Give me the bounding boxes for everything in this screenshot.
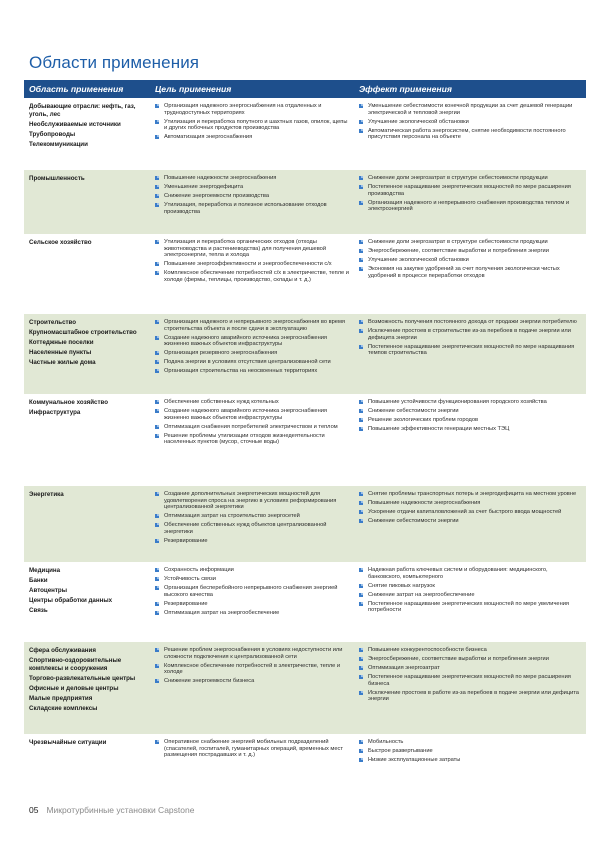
bullet-icon <box>359 749 363 753</box>
goal-text: Утилизация, переработка и полезное использование отходов производства <box>164 201 327 215</box>
area-label: Офисные и деловые центры <box>29 685 119 692</box>
goal-item <box>155 319 350 332</box>
effect-item <box>359 239 579 246</box>
bullet-icon <box>359 510 363 514</box>
area-cell <box>29 647 147 715</box>
effect-item <box>359 491 579 498</box>
table-row <box>24 98 586 170</box>
goal-item <box>155 585 350 598</box>
effect-text: Надежная работа ключевых систем и оборудования: медицинского, банковского, компьютерного <box>368 567 548 580</box>
goal-cell <box>155 319 350 377</box>
area-label: Центры обработки данных <box>29 597 113 604</box>
goal-text: Оптимизация затрат на строительство энергосетей <box>164 513 300 520</box>
bullet-icon <box>155 351 159 355</box>
goal-item <box>155 538 350 545</box>
goal-text: Сохранность информации <box>164 567 234 573</box>
page-title: Области применения <box>29 53 200 72</box>
bullet-icon <box>155 409 159 413</box>
goal-item <box>155 522 350 535</box>
goal-item <box>155 175 350 182</box>
effect-item <box>359 200 579 213</box>
effect-item <box>359 399 579 406</box>
table-row <box>24 170 586 234</box>
bullet-icon <box>155 336 159 340</box>
goal-item <box>155 270 350 283</box>
effect-item <box>359 601 579 614</box>
bullet-icon <box>359 501 363 505</box>
effect-item <box>359 266 579 279</box>
footer-text: Микротурбинные установки Capstone <box>46 805 195 815</box>
effect-text: Ускорение отдачи капиталовложений за счет быстрого ввода мощностей <box>368 508 562 515</box>
goal-item <box>155 408 350 421</box>
area-cell <box>29 399 147 419</box>
goal-item <box>155 647 350 660</box>
goal-cell <box>155 647 350 687</box>
bullet-icon <box>359 675 363 679</box>
bullet-icon <box>155 568 159 572</box>
goal-text: Комплексное обеспечение потребностей в электричестве, тепле и холоде <box>164 662 341 676</box>
bullet-icon <box>155 492 159 496</box>
effect-text: Оптимизация энергозатрат <box>368 664 440 671</box>
effect-item <box>359 567 579 580</box>
goal-text: Уменьшение энергодефицита <box>164 183 244 190</box>
area-label: Необслуживаемые источники <box>29 121 121 128</box>
goal-cell <box>155 399 350 448</box>
effect-text: Уменьшение себестоимости конечной продукции за счет дешевой генерации электрической и тепловой энергии <box>368 103 573 116</box>
effect-text: Возможность получения постоянного дохода от продажи энергии потребителю <box>368 319 577 325</box>
effect-text: Исключение простоев в строительстве из-за перебоев в подаче энергии или дефицита энергии <box>368 327 571 341</box>
goal-item <box>155 193 350 200</box>
effect-item <box>359 344 579 357</box>
table-row <box>24 562 586 642</box>
bullet-icon <box>155 539 159 543</box>
bullet-icon <box>359 104 363 108</box>
effect-item <box>359 119 579 126</box>
goal-text: Комплексное обеспечение потребностей с/х в электричестве, тепле и холоде (фермы, теплицы, производство, склады и т. д.) <box>164 270 349 283</box>
goal-item <box>155 350 350 357</box>
area-cell <box>29 175 147 185</box>
effect-text: Повышение конкурентоспособности бизнеса <box>368 647 487 653</box>
effect-cell <box>359 399 579 435</box>
effect-text: Организация надежного и непрерывного снабжения производства теплом и электроэнергией <box>368 199 570 213</box>
goal-item <box>155 184 350 191</box>
bullet-icon <box>359 691 363 695</box>
bullet-icon <box>155 514 159 518</box>
area-label: Сельское хозяйство <box>29 239 92 246</box>
effect-text: Снижение доли энергозатрат в структуре себестоимости продукции <box>368 239 548 245</box>
bullet-icon <box>155 135 159 139</box>
goal-item <box>155 663 350 676</box>
bullet-icon <box>155 369 159 373</box>
bullet-icon <box>359 129 363 133</box>
goal-text: Резервирование <box>164 537 208 544</box>
area-label: Складские комплексы <box>29 705 98 712</box>
area-label: Торгово-развлекательные центры <box>29 675 136 682</box>
effect-text: Снижение себестоимости энергии <box>368 407 459 414</box>
effect-item <box>359 674 579 687</box>
goal-cell <box>155 175 350 218</box>
goal-item <box>155 491 350 511</box>
effect-item <box>359 739 579 746</box>
bullet-icon <box>155 320 159 324</box>
effect-item <box>359 583 579 590</box>
header-goal: Цель применения <box>155 84 232 94</box>
bullet-icon <box>359 240 363 244</box>
goal-cell <box>155 491 350 547</box>
area-label: Связь <box>29 607 48 614</box>
area-label: Автоцентры <box>29 587 67 594</box>
goal-text: Повышение надежности энергоснабжения <box>164 175 277 181</box>
effect-item <box>359 757 579 764</box>
effect-text: Улучшение экологической обстановки <box>368 118 469 125</box>
goal-item <box>155 119 350 132</box>
goal-text: Создание надежного аварийного источника энергоснабжения жизненно важных объектов инфраструктуры <box>164 334 327 348</box>
effect-item <box>359 408 579 415</box>
area-cell <box>29 739 147 749</box>
effect-item <box>359 426 579 433</box>
effect-text: Постепенное наращивание энергетических мощностей по мере расширения бизнеса <box>368 673 571 687</box>
effect-text: Постепенное наращивание энергетических мощностей по мере наращивания темпов строительства <box>368 343 575 357</box>
area-label: Крупномасштабное строительство <box>29 329 137 336</box>
bullet-icon <box>155 602 159 606</box>
area-cell <box>29 103 147 151</box>
bullet-icon <box>155 104 159 108</box>
goal-text: Автоматизация энергоснабжения <box>164 134 253 141</box>
bullet-icon <box>155 176 159 180</box>
bullet-icon <box>359 176 363 180</box>
effect-text: Низкие эксплуатационные затраты <box>368 756 461 763</box>
effect-item <box>359 103 579 116</box>
effect-item <box>359 319 579 326</box>
effect-item <box>359 509 579 516</box>
goal-item <box>155 424 350 431</box>
effect-text: Решение экологических проблем городов <box>368 416 479 423</box>
goal-item <box>155 399 350 406</box>
area-label: Энергетика <box>29 491 64 498</box>
effect-text: Повышение эффективности генерации местных ТЭЦ <box>368 425 510 432</box>
bullet-icon <box>155 586 159 590</box>
bullet-icon <box>359 267 363 271</box>
effect-item <box>359 257 579 264</box>
goal-item <box>155 576 350 583</box>
area-cell <box>29 491 147 501</box>
bullet-icon <box>359 329 363 333</box>
goal-item <box>155 368 350 375</box>
effect-item <box>359 690 579 703</box>
goal-text: Организация резервного энергоснабжения <box>164 350 278 357</box>
bullet-icon <box>155 400 159 404</box>
effect-text: Мобильность <box>368 739 404 745</box>
goal-text: Оптимизация затрат на энергообеспечение <box>164 609 280 616</box>
effect-item <box>359 665 579 672</box>
header-area: Область применения <box>29 84 124 94</box>
goal-text: Оптимизация снабжения потребителей электричеством и теплом <box>164 423 338 430</box>
area-label: Коммунальное хозяйство <box>29 399 109 406</box>
goal-item <box>155 134 350 141</box>
effect-text: Повышение устойчивости функционирования городского хозяйства <box>368 399 547 405</box>
area-label: Населенные пункты <box>29 349 92 356</box>
goal-text: Утилизация и переработка попутного и шахтных газов, опилок, щепы и других побочных продуктов производства <box>164 118 348 132</box>
effect-item <box>359 184 579 197</box>
goal-text: Организация надежного энергоснабжения на отдаленных и труднодоступных территориях <box>164 103 322 116</box>
bullet-icon <box>155 194 159 198</box>
area-label: Трубопроводы <box>29 131 76 138</box>
bullet-icon <box>155 664 159 668</box>
bullet-icon <box>359 258 363 262</box>
goal-item <box>155 678 350 685</box>
table-row <box>24 486 586 562</box>
bullet-icon <box>359 120 363 124</box>
effect-item <box>359 248 579 255</box>
goal-text: Обеспечение собственных нужд котельных <box>164 399 279 405</box>
area-cell <box>29 567 147 617</box>
bullet-icon <box>155 185 159 189</box>
bullet-icon <box>359 320 363 324</box>
bullet-icon <box>155 240 159 244</box>
goal-text: Организация надежного и непрерывного энергоснабжения во время строительства объекта и после сдачи в эксплуатацию <box>164 319 345 332</box>
effect-cell <box>359 239 579 282</box>
bullet-icon <box>359 657 363 661</box>
bullet-icon <box>155 577 159 581</box>
effect-text: Автоматическая работа энергосистем, снятие необходимости постоянного присутствия персонала на объекте <box>368 127 566 141</box>
effect-text: Экономия на закупке удобрений за счет получения экологически чистых удобрений в процессе переработки отходов <box>368 265 560 279</box>
effect-text: Повышение надежности энергоснабжения <box>368 499 481 506</box>
goal-cell <box>155 239 350 286</box>
bullet-icon <box>359 758 363 762</box>
bullet-icon <box>359 201 363 205</box>
bullet-icon <box>359 185 363 189</box>
effect-text: Исключение простоев в работе из-за перебоев в подаче энергии или дефицита энергии <box>368 689 579 703</box>
goal-item <box>155 359 350 366</box>
bullet-icon <box>359 249 363 253</box>
effect-cell <box>359 175 579 215</box>
table-row <box>24 734 586 788</box>
area-label: Инфраструктура <box>29 409 81 416</box>
bullet-icon <box>155 740 159 744</box>
goal-text: Создание надежного аварийного источника энергоснабжения жизненно важных объектов инфраструктуры <box>164 407 327 421</box>
goal-item <box>155 261 350 268</box>
table-header <box>24 80 586 98</box>
effect-item <box>359 500 579 507</box>
effect-item <box>359 328 579 341</box>
area-label: Банки <box>29 577 48 584</box>
goal-item <box>155 103 350 116</box>
bullet-icon <box>359 740 363 744</box>
page-number: 05 <box>29 805 39 815</box>
area-label: Промышленность <box>29 175 85 182</box>
effect-cell <box>359 103 579 143</box>
goal-text: Снижение энергоемкости производства <box>164 192 270 199</box>
goal-item <box>155 513 350 520</box>
bullet-icon <box>359 666 363 670</box>
effect-text: Энергосбережение, соответствие выработки и потребления энергии <box>368 247 549 254</box>
goal-item <box>155 601 350 608</box>
effect-item <box>359 518 579 525</box>
goal-text: Оперативное снабжение энергией мобильных подразделений (спасателей, госпиталей, гуманитарных операций, временных мест размещения пострадавших и т. д.) <box>164 739 343 759</box>
bullet-icon <box>155 425 159 429</box>
effect-text: Улучшение экологической обстановки <box>368 256 469 263</box>
goal-item <box>155 567 350 574</box>
effect-item <box>359 748 579 755</box>
bullet-icon <box>359 492 363 496</box>
area-label: Чрезвычайные ситуации <box>29 739 107 746</box>
area-cell <box>29 239 147 249</box>
goal-cell <box>155 103 350 143</box>
effect-text: Быстрое развертывание <box>368 747 433 754</box>
goal-text: Решение проблемы утилизации отходов жизнедеятельности населенных пунктов (мусор, сточные воды) <box>164 432 325 446</box>
bullet-icon <box>155 120 159 124</box>
bullet-icon <box>359 345 363 349</box>
area-label: Телекоммуникации <box>29 141 88 148</box>
bullet-icon <box>359 400 363 404</box>
area-label: Строительство <box>29 319 77 326</box>
bullet-icon <box>359 584 363 588</box>
goal-item <box>155 335 350 348</box>
bullet-icon <box>155 611 159 615</box>
effect-text: Снижение затрат на энергообеспечение <box>368 591 475 598</box>
effect-text: Снижение доли энергозатрат в структуре себестоимости продукции <box>368 175 548 181</box>
goal-text: Создание дополнительных энергетических мощностей для удовлетворения спроса на энергию в условиях реформирования централизованной энергетики <box>164 491 337 511</box>
header-effect: Эффект применения <box>359 84 452 94</box>
goal-text: Устойчивость связи <box>164 575 216 582</box>
bullet-icon <box>155 262 159 266</box>
bullet-icon <box>359 427 363 431</box>
effect-cell <box>359 319 579 359</box>
effect-cell <box>359 567 579 616</box>
effect-item <box>359 592 579 599</box>
area-label: Медицина <box>29 567 61 574</box>
effect-cell <box>359 739 579 766</box>
goal-text: Организация строительства на неосвоенных территориях <box>164 368 318 375</box>
effect-item <box>359 647 579 654</box>
effect-item <box>359 128 579 141</box>
bullet-icon <box>155 360 159 364</box>
area-label: Коттеджные поселки <box>29 339 94 346</box>
effect-cell <box>359 647 579 705</box>
bullet-icon <box>359 568 363 572</box>
goal-text: Резервирование <box>164 600 208 607</box>
effect-text: Энергосбережение, соответствие выработки и потребления энергии <box>368 655 549 662</box>
bullet-icon <box>155 679 159 683</box>
area-label: Добывающие отрасли: нефть, газ, уголь, лес <box>29 103 136 118</box>
goal-text: Организация бесперебойного непрерывного снабжения энергией высокого качества <box>164 584 338 598</box>
effect-text: Снятие проблемы транспортных потерь и энергодефицита на местном уровне <box>368 491 577 497</box>
bullet-icon <box>155 203 159 207</box>
bullet-icon <box>359 409 363 413</box>
bullet-icon <box>155 434 159 438</box>
bullet-icon <box>359 593 363 597</box>
table-row <box>24 234 586 314</box>
goal-text: Утилизация и переработка органических отходов (отходы животноводства и растениеводства) для получения дешевой электроэнергии, тепла и холода <box>164 239 327 259</box>
bullet-icon <box>359 648 363 652</box>
goal-item <box>155 202 350 215</box>
area-label: Спортивно-оздоровительные комплексы и сооружения <box>29 657 122 672</box>
table-row <box>24 642 586 734</box>
goal-item <box>155 239 350 259</box>
goal-text: Решение проблем энергоснабжения в условиях недоступности или сложности подключения к централизованной сети <box>164 647 343 660</box>
goal-item <box>155 433 350 446</box>
goal-cell <box>155 739 350 761</box>
area-label: Сфера обслуживания <box>29 647 96 654</box>
page-footer <box>29 805 194 815</box>
bullet-icon <box>155 271 159 275</box>
bullet-icon <box>359 602 363 606</box>
bullet-icon <box>359 418 363 422</box>
area-label: Частные жилые дома <box>29 359 96 366</box>
goal-text: Повышение энергоэффективности и энергообеспеченности с/х <box>164 261 332 268</box>
goal-cell <box>155 567 350 619</box>
bullet-icon <box>155 648 159 652</box>
goal-item <box>155 739 350 759</box>
effect-text: Снятие пиковых нагрузок <box>368 582 435 589</box>
area-label: Малые предприятия <box>29 695 93 702</box>
table-row <box>24 314 586 394</box>
bullet-icon <box>155 523 159 527</box>
goal-item <box>155 610 350 617</box>
effect-cell <box>359 491 579 527</box>
goal-text: Обеспечение собственных нужд объектов централизованной энергетики <box>164 522 327 535</box>
goal-text: Снижение энергоемкости бизнеса <box>164 678 255 685</box>
table-row <box>24 394 586 486</box>
bullet-icon <box>359 519 363 523</box>
area-cell <box>29 319 147 369</box>
effect-item <box>359 175 579 182</box>
effect-text: Постепенное наращивание энергетических мощностей по мере расширения производства <box>368 183 571 197</box>
effect-item <box>359 656 579 663</box>
effect-text: Снижение себестоимости энергии <box>368 517 459 524</box>
effect-item <box>359 417 579 424</box>
effect-text: Постепенное наращивание энергетических мощностей по мере увеличения потребности <box>368 600 569 614</box>
goal-text: Подача энергии в условиях отсутствия централизованной сети <box>164 359 331 366</box>
